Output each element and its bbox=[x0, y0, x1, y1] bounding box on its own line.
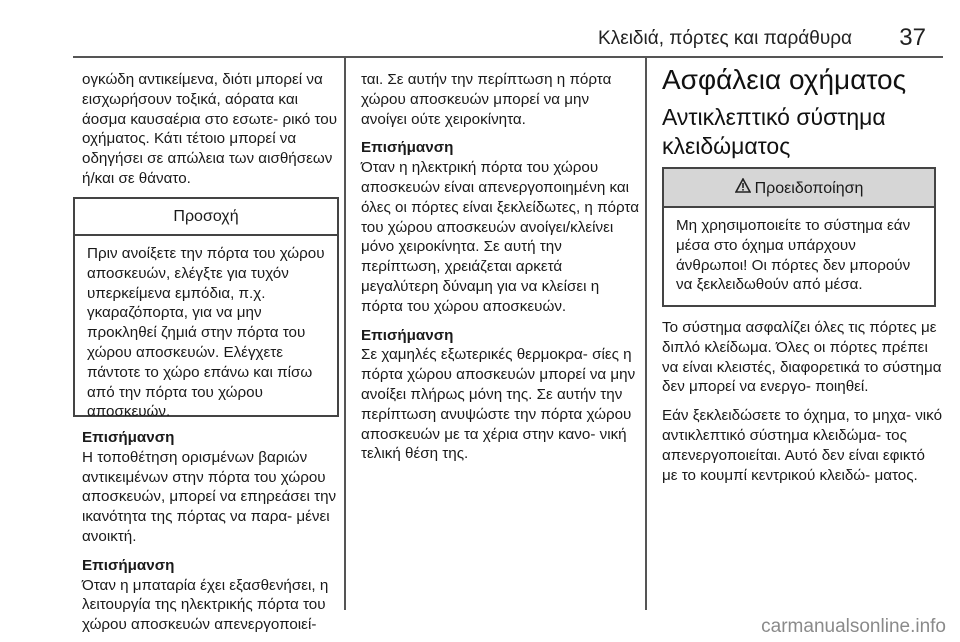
subsection-heading: Αντικλεπτικό σύστημα κλειδώματος bbox=[662, 104, 886, 159]
column-divider-2 bbox=[645, 58, 647, 610]
note-title: Επισήμανση bbox=[361, 326, 454, 344]
watermark: carmanualsonline.info bbox=[761, 616, 946, 637]
column-2 bbox=[361, 70, 639, 464]
body-paragraph: Εάν ξεκλειδώσετε το όχημα, το μηχα- νικό αντικλεπτικό σύστημα κλειδώμα- τος απενεργοποιείται. Αυτό δεν είναι εφικτό με το κουμπί κεντρικού κλειδώ- ματος. bbox=[662, 407, 943, 484]
note-body: Όταν η μπαταρία έχει εξασθενήσει, η λειτουργία της ηλεκτρικής πόρτα του χώρου αποσκευών απενεργοποιεί- bbox=[82, 576, 329, 634]
note-title: Επισήμανση bbox=[82, 429, 175, 446]
warning-title-row bbox=[664, 169, 934, 208]
warning-title: Προειδοποίηση bbox=[754, 180, 864, 197]
warning-triangle-icon bbox=[735, 178, 751, 198]
column-1 bbox=[82, 70, 344, 189]
note-body: Η τοποθέτηση ορισμένων βαριών αντικειμένων στην πόρτα του χώρου αποσκευών, μπορεί να επηρεάσει την ικανότητα της πόρτας να παρα- μένει ανοικτή. bbox=[82, 448, 337, 545]
page-number: 37 bbox=[899, 24, 926, 51]
column-divider-1 bbox=[344, 58, 346, 610]
section-heading: Ασφάλεια οχήματος bbox=[662, 64, 907, 95]
caution-title: Προσοχή bbox=[75, 199, 337, 236]
warning-body: Μη χρησιμοποιείτε το σύστημα εάν μέσα στο όχημα υπάρχουν άνθρωποι! Οι πόρτες δεν μπορούν να ξεκλειδωθούν από μέσα. bbox=[676, 217, 911, 294]
column-1-notes bbox=[82, 428, 344, 635]
chapter-title: Κλειδιά, πόρτες και παράθυρα bbox=[598, 28, 852, 49]
warning-box bbox=[662, 167, 936, 307]
body-paragraph: Το σύστημα ασφαλίζει όλες τις πόρτες με διπλό κλείδωμα. Όλες οι πόρτες πρέπει να είναι κλειστές, διαφορετικά το σύστημα δεν μπορεί να ενεργο- ποιηθεί. bbox=[662, 319, 942, 396]
caution-body: Πριν ανοίξετε την πόρτα του χώρου αποσκευών, ελέγξτε για τυχόν υπερκείμενα εμπόδια, π.χ. γκαραζόπορτα, για να μην προκληθεί ζημιά στην πόρτα του χώρου αποσκευών. Ελέγχετε πάντοτε το χώρο επάνω και πίσω από την πόρτα του χώρου αποσκευών. bbox=[87, 245, 325, 421]
note-title: Επισήμανση bbox=[361, 139, 454, 157]
intro-paragraph: ογκώδη αντικείμενα, διότι μπορεί να εισχωρήσουν τοξικά, αόρατα και άοσμα καυσαέρια στο εσωτε- ρικό του οχήματος. Κάτι τέτοιο μπορεί να οδηγήσει σε απώλεια των αισθήσεων ή/και σε θάνατο. bbox=[82, 71, 338, 187]
note-body: Όταν η ηλεκτρική πόρτα του χώρου αποσκευών είναι απενεργοποιημένη και όλες οι πόρτες είναι ξεκλείδωτες, η πόρτα του χώρου αποσκευών ανοίγει/κλείνει μόνο χειροκίνητα. Σε αυτή την περίπτωση, χρειάζεται αρκετά μεγαλύτερη δύναμη για να κλείσει η πόρτα του χώρου αποσκευών. bbox=[361, 159, 639, 315]
column-3-text bbox=[662, 318, 944, 485]
note-title: Επισήμανση bbox=[82, 556, 175, 574]
note-body: Σε χαμηλές εξωτερικές θερμοκρα- σίες η πόρτα χώρου αποσκευών μπορεί να μην ανοίξει πλήρως μόνη της. Σε αυτήν την περίπτωση ανυψώστε την πόρτα χώρου αποσκευών με τα χέρια στην κανο- νική τελική θέση της. bbox=[361, 346, 636, 463]
header-rule bbox=[73, 56, 943, 58]
caution-box bbox=[73, 197, 339, 421]
intro-paragraph: ται. Σε αυτήν την περίπτωση η πόρτα χώρου αποσκευών μπορεί να μην ανοίγει ούτε χειροκίνητα. bbox=[361, 71, 612, 128]
